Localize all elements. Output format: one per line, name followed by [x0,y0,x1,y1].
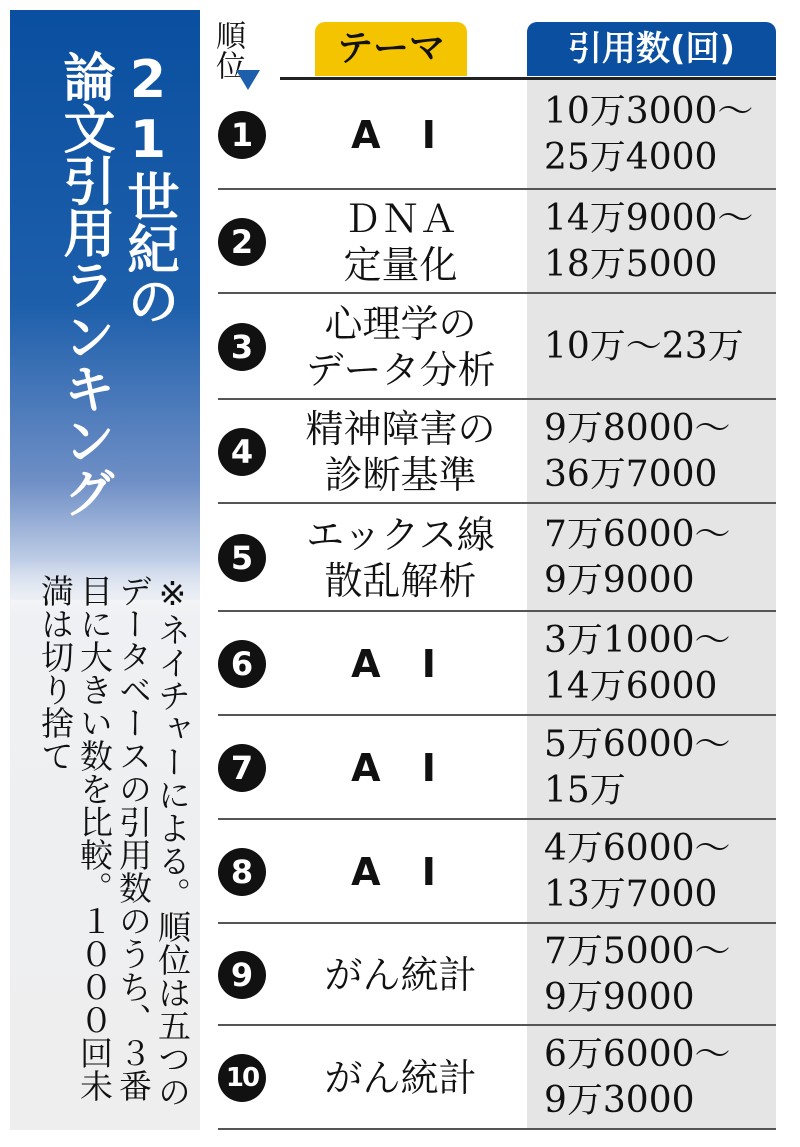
citations-line: 9万8000～ [544,408,731,449]
citations-line: 15万 [544,770,626,811]
citations-cell [540,826,780,918]
table-row [218,294,776,400]
citations-cell [540,618,780,710]
theme-line: A I [351,642,450,686]
table-row [218,504,776,612]
theme-cell [278,196,523,288]
citations-cell [540,512,780,604]
theme-cell [278,301,523,393]
theme-header: テーマ [315,22,467,76]
citations-line: 36万7000 [544,454,718,495]
theme-cell [278,745,523,791]
theme-line: 定量化 [343,243,458,287]
note-panel [10,560,200,1130]
table-row [218,924,776,1026]
citations-line: 14万6000 [544,666,718,707]
rank-badge: 1 [218,111,266,159]
row-divider [218,1128,776,1130]
title-line-1: 21世紀の [118,50,178,326]
theme-cell [278,112,523,158]
rank-badge: 4 [218,428,266,476]
theme-line: A I [351,746,450,790]
citations-line: 4万6000～ [544,828,731,869]
theme-line: 散乱解析 [324,559,477,603]
citations-line: 5万6000～ [544,724,731,765]
citations-line: 14万9000～ [544,198,754,239]
rank-badge: 2 [218,218,266,266]
citations-header: 引用数(回) [527,22,776,76]
footnote: ※ネイチャーによる。順位は五つのデータベースの引用数のうち、３番目に大きい数を比較。１０００回未満は切り捨て [36,574,192,1108]
citations-line: 3万1000～ [544,620,731,661]
theme-line: ＤＮＡ [343,197,458,241]
theme-line: 精神障害の [305,407,496,451]
theme-line: データ分析 [305,348,496,392]
citations-line: 9万9000 [544,977,695,1018]
citations-line: 10万3000～ [544,91,754,132]
rank-badge: 9 [218,951,266,999]
table-row [218,80,776,190]
citations-cell [540,89,780,181]
table-row [218,820,776,924]
citations-line: 7万6000～ [544,514,731,555]
rank-header: 順位 [210,20,245,80]
citations-line: 13万7000 [544,874,718,915]
citations-line: 25万4000 [544,137,718,178]
theme-line: 心理学の [324,302,477,346]
citations-cell [540,1032,780,1124]
theme-cell [278,849,523,895]
citations-cell [540,196,780,288]
citations-cell [540,929,780,1021]
rank-badge: 8 [218,848,266,896]
theme-line: A I [351,113,450,157]
title-line-2: 論文引用ランキング [54,50,114,518]
table-row [218,400,776,504]
table-row [218,612,776,716]
theme-line: がん統計 [324,1056,477,1100]
rank-badge: 7 [218,744,266,792]
rank-badge: 10 [218,1054,266,1102]
rank-badge: 5 [218,534,266,582]
theme-line: エックス線 [306,513,495,557]
citations-cell [540,722,780,814]
citations-cell [540,406,780,498]
citations-line: 18万5000 [544,244,718,285]
rank-badge: 6 [218,640,266,688]
theme-cell [278,952,523,998]
theme-cell [278,512,523,604]
theme-line: A I [351,850,450,894]
citations-line: 9万3000 [544,1080,695,1121]
table-row [218,1026,776,1130]
rank-badge: 3 [218,323,266,371]
citations-line: 9万9000 [544,560,695,601]
table-row [218,190,776,294]
theme-line: 診断基準 [324,453,477,497]
citations-cell [540,324,780,370]
theme-line: がん統計 [324,953,477,997]
table-row [218,716,776,820]
citations-line: 10万～23万 [544,326,744,367]
citations-line: 7万5000～ [544,931,731,972]
citations-line: 6万6000～ [544,1034,731,1075]
theme-cell [278,1055,523,1101]
theme-cell [278,406,523,498]
theme-cell [278,641,523,687]
title-panel [10,10,200,600]
